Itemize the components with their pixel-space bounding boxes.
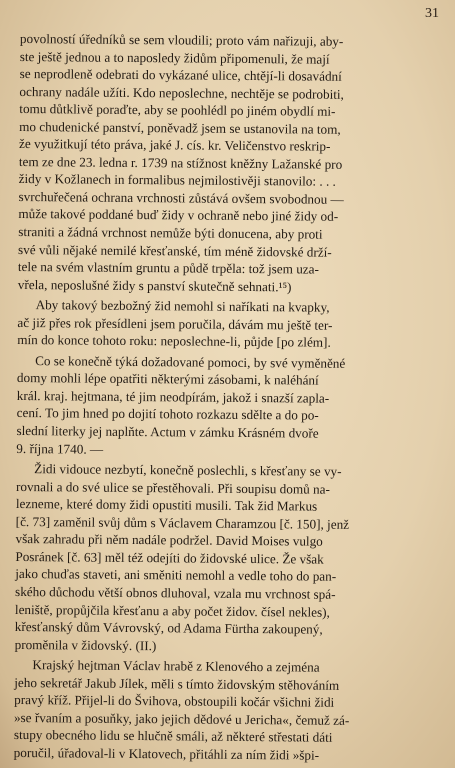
body-text [14, 30, 435, 765]
text-line: cení. To jim hned po dojití tohoto rozkazu sdělte a do po- [16, 405, 319, 424]
text-line: Krajský hejtman Václav hrabě z Klenového a zejména [32, 657, 320, 675]
text-line: své vůli nějaké nemilé křesťanské, tím méně židovské drží- [18, 241, 332, 260]
text-line: »se řvaním a posuňky, jako jejich dědové u Jericha«, čemuž zá- [13, 709, 350, 728]
text-line: tele na svém vlastním gruntu a půdě trpěla: tož jsem uza- [17, 259, 320, 277]
text-line: vřela, neposlušné židy s panství skutečně sehnati.¹⁵) [17, 276, 292, 295]
text-line: povolností úředníků se sem vloudili; proto vám nařizuji, aby- [19, 30, 344, 49]
text-line: [č. 73] zaměnil svůj dům s Václavem Charamzou [č. 150], jenž [15, 513, 350, 532]
text-line: jako chuďas staveti, ani směniti nemohl a vedle toho do pan- [15, 566, 337, 585]
paragraph [14, 656, 430, 765]
text-line: straniti a žádná vrchnost nemůže býti donucena, aby proti [18, 224, 323, 242]
text-line: slední literky jej naplňte. Actum v zámku Krásném dvoře [16, 423, 319, 441]
text-line: jeho sekretář Jakub Jílek, měli s tímto židovským stěhováním [14, 674, 340, 693]
text-line: křesťanský dům Vávrovský, od Adama Fürtha zakoupený, [14, 619, 323, 637]
text-line: tem ze dne 23. ledna r. 1739 na stížnost kněžny Lažanské pro [18, 153, 343, 172]
text-line: Posránek [č. 63] měl též odejíti do židovské ulice. Že však [15, 548, 324, 567]
text-line: židy v Kožlanech in formalibus nejmilostivěji stanovilo: . . . [18, 171, 336, 190]
text-line: může takové poddané buď židy v ochraně nebo jiné židy od- [18, 206, 339, 225]
text-line: rovnali a do své ulice se přestěhovali. Při soupisu domů na- [15, 478, 330, 497]
text-line: mín do konce tohoto roku: neposlechne-li, půjde [po zlém]. [17, 332, 331, 351]
text-line: tomu důtklivě poraďte, aby se poohlédl po jiném obydlí mi- [19, 101, 336, 119]
paragraph [16, 352, 432, 461]
paragraph [15, 460, 432, 657]
text-line: Co se konečně týká dožadované pomoci, by své vyměněné [35, 352, 346, 371]
text-line: ochrany nadále užíti. Kdo neposlechne, nechtěje se podrobiti, [19, 83, 344, 102]
text-line: domy mohli lépe opatřiti některými zásobami, k naléhání [16, 370, 319, 389]
text-line: Aby takový bezbožný žid nemohl si naříkati na kvapky, [35, 297, 330, 315]
text-line: pravý kříž. Přijel-li do Švihova, obstoupili kočár všichni židi [14, 692, 335, 711]
text-line: se neprodleně odebrati do vykázané ulice, chtějí-li dosavádní [19, 66, 342, 84]
text-line: 9. října 1740. — [16, 440, 104, 457]
text-line: proměnila v židovský. (II.) [14, 636, 157, 653]
text-line: stupy obecného lidu se hlučně smáli, až některé střestati dáti [13, 727, 333, 746]
paragraph [17, 296, 432, 352]
text-line: leniště, propůjčila křesťanu a aby počet židov. čísel nekles), [14, 601, 330, 620]
text-line: ač již přes rok přesídleni jsem poručila, dávám mu ještě ter- [17, 314, 333, 333]
text-line: mo chudenické panství, poněvadž jsem se ustanovila na tom, [19, 118, 341, 137]
text-line: lezneme, které domy židi opustiti musili. Tak žid Markus [15, 496, 318, 514]
text-line: poručil, úřadoval-li v Klatovech, přitáhli za ním židi »špi- [13, 744, 320, 763]
text-line: král. kraj. hejtmana, té jim neodpírám, jakož i snazší zapla- [16, 387, 330, 406]
text-line: ského důchodu větší obnos dluhoval, vzala mu vrchnost spá- [15, 583, 336, 602]
text-line: ste ještě jednou a to naposledy židům připomenuli, že mají [19, 48, 330, 67]
text-line: však zahradu při něm nadále podržel. David Moises vulgo [15, 531, 323, 549]
text-line: svrchuřečená ochrana vrchnosti zůstává ovšem svobodnou — [18, 188, 344, 207]
text-line: Židi vidouce nezbytí, konečně poslechli, s křesťany se vy- [34, 461, 342, 479]
paragraph [18, 30, 435, 297]
text-line: že využitkují této práva, jaké J. cís. kr. Veličenstvo reskrip- [18, 136, 331, 154]
page-number: 31 [425, 6, 439, 21]
